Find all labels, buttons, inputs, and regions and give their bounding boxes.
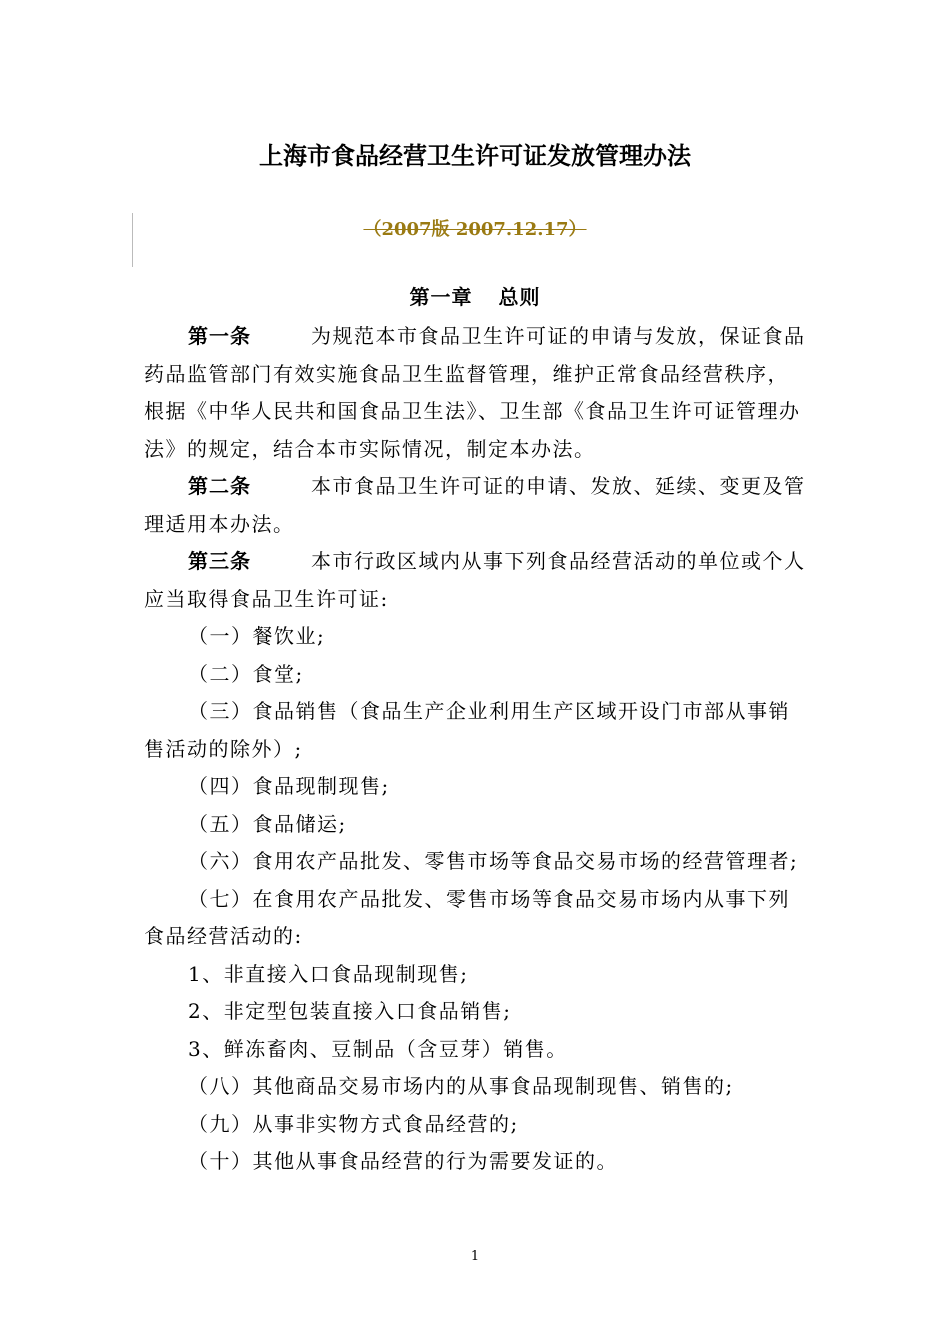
list-item: （三）食品销售（食品生产企业利用生产区域开设门市部从事销售活动的除外）;: [144, 699, 790, 761]
article-label: 第二条: [188, 474, 251, 498]
chapter-name: 总则: [498, 285, 541, 309]
version-line: （2007版 2007.12.17）: [363, 219, 587, 240]
article-label: 第三条: [188, 549, 251, 573]
document-body: [144, 318, 806, 1181]
sub-list-item: 3、鲜冻畜肉、豆制品（含豆芽）销售。: [188, 1036, 568, 1061]
chapter-heading: [0, 280, 950, 314]
list-item: （二）食堂;: [188, 661, 304, 686]
chapter-number: 第一章: [409, 285, 473, 309]
page-number: 1: [470, 1249, 480, 1264]
article-label: 第一条: [188, 324, 251, 348]
list-item: （六）食用农产品批发、零售市场等食品交易市场的经营管理者;: [188, 849, 799, 873]
list-item: （五）食品储运;: [188, 811, 347, 836]
article-2: [144, 468, 806, 543]
document-title: 上海市食品经营卫生许可证发放管理办法: [259, 141, 691, 170]
article-3: [144, 543, 806, 618]
sub-list-item: 2、非定型包装直接入口食品销售;: [188, 999, 512, 1023]
article-text: 本市食品卫生许可证的申请、发放、延续、变更及管理适用本办法。: [144, 474, 806, 536]
list-item: （一）餐饮业;: [188, 624, 326, 648]
list-item: （八）其他商品交易市场内的从事食品现制现售、销售的;: [188, 1074, 734, 1098]
article-text: 为规范本市食品卫生许可证的申请与发放，保证食品药品监管部门有效实施食品卫生监督管理，维护正常食品经营秩序，根据《中华人民共和国食品卫生法》、卫生部《食品卫生许可证管理办法》的规定，结合本市实际情况，制定本办法。: [144, 324, 806, 461]
list-item: （四）食品现制现售;: [188, 774, 390, 798]
list-item: （七）在食用农产品批发、零售市场等食品交易市场内从事下列食品经营活动的:: [144, 886, 790, 948]
article-text: 本市行政区域内从事下列食品经营活动的单位或个人应当取得食品卫生许可证:: [144, 549, 806, 611]
list-item: （九）从事非实物方式食品经营的;: [188, 1111, 519, 1136]
sub-list-item: 1、非直接入口食品现制现售;: [188, 961, 469, 986]
article-1: [144, 318, 806, 468]
list-item: （十）其他从事食品经营的行为需要发证的。: [188, 1149, 618, 1173]
